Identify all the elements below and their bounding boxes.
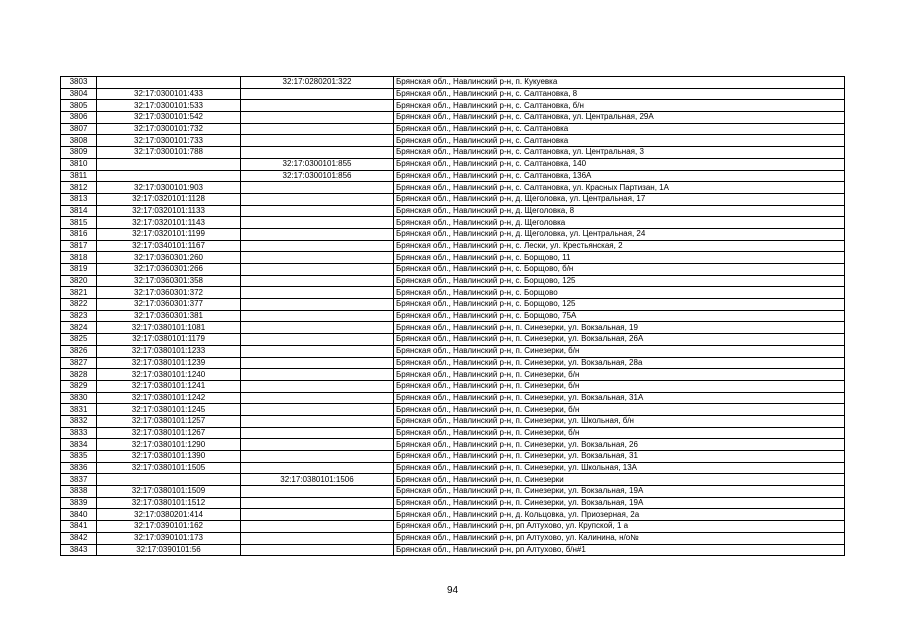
row-number-cell: 3807 [61,123,97,135]
cadastral-number-alt-cell: 32:17:0280201:322 [241,77,394,89]
address-cell: Брянская обл., Навлинский р-н, с. Салтановка [394,123,845,135]
address-cell: Брянская обл., Навлинский р-н, п. Синезерки, б/н [394,345,845,357]
table-row [61,252,845,264]
cadastral-number-alt-cell [241,439,394,451]
row-number-cell: 3841 [61,521,97,533]
table-row [61,497,845,509]
row-number-cell: 3836 [61,462,97,474]
table-row [61,427,845,439]
address-cell: Брянская обл., Навлинский р-н, д. Щеголовка, ул. Центральная, 24 [394,228,845,240]
cadastral-number-cell: 32:17:0320101:1128 [97,193,241,205]
row-number-cell: 3805 [61,100,97,112]
row-number-cell: 3813 [61,193,97,205]
table-row [61,462,845,474]
address-cell: Брянская обл., Навлинский р-н, д. Щеголовка [394,217,845,229]
row-number-cell: 3816 [61,228,97,240]
table-row [61,240,845,252]
address-cell: Брянская обл., Навлинский р-н, д. Щеголовка, 8 [394,205,845,217]
table-row [61,170,845,182]
cadastral-number-cell: 32:17:0380101:1512 [97,497,241,509]
cadastral-number-cell: 32:17:0380101:1242 [97,392,241,404]
cadastral-number-alt-cell [241,404,394,416]
cadastral-number-cell: 32:17:0360301:358 [97,275,241,287]
cadastral-number-cell: 32:17:0360301:266 [97,264,241,276]
row-number-cell: 3804 [61,88,97,100]
address-cell: Брянская обл., Навлинский р-н, с. Борщово, 125 [394,299,845,311]
cadastral-number-cell: 32:17:0390101:56 [97,544,241,556]
row-number-cell: 3819 [61,264,97,276]
row-number-cell: 3825 [61,334,97,346]
cadastral-number-alt-cell [241,497,394,509]
table-row [61,415,845,427]
cadastral-number-cell: 32:17:0360301:377 [97,299,241,311]
address-cell: Брянская обл., Навлинский р-н, рп Алтухово, ул. Крупской, 1 а [394,521,845,533]
cadastral-number-cell: 32:17:0300101:788 [97,147,241,159]
cadastral-number-alt-cell [241,217,394,229]
row-number-cell: 3843 [61,544,97,556]
address-cell: Брянская обл., Навлинский р-н, д. Щеголовка, ул. Центральная, 17 [394,193,845,205]
cadastral-number-cell: 32:17:0380101:1245 [97,404,241,416]
cadastral-number-alt-cell [241,135,394,147]
cadastral-number-cell: 32:17:0380101:1505 [97,462,241,474]
table-row [61,77,845,89]
address-cell: Брянская обл., Навлинский р-н, с. Салтановка, 8 [394,88,845,100]
row-number-cell: 3817 [61,240,97,252]
cadastral-number-cell: 32:17:0380101:1290 [97,439,241,451]
cadastral-number-alt-cell [241,544,394,556]
cadastral-number-cell: 32:17:0380101:1233 [97,345,241,357]
row-number-cell: 3837 [61,474,97,486]
table-row [61,345,845,357]
row-number-cell: 3829 [61,380,97,392]
cadastral-number-alt-cell [241,462,394,474]
cadastral-number-cell: 32:17:0390101:173 [97,532,241,544]
cadastral-number-cell: 32:17:0340101:1167 [97,240,241,252]
cadastral-number-alt-cell [241,521,394,533]
address-cell: Брянская обл., Навлинский р-н, п. Синезерки, ул. Вокзальная, 26 [394,439,845,451]
page-number: 94 [446,585,459,596]
property-register-table [60,76,845,556]
cadastral-number-alt-cell [241,287,394,299]
cadastral-number-alt-cell: 32:17:0300101:856 [241,170,394,182]
address-cell: Брянская обл., Навлинский р-н, с. Салтановка, ул. Центральная, 3 [394,147,845,159]
cadastral-number-cell: 32:17:0360301:260 [97,252,241,264]
cadastral-number-cell: 32:17:0300101:433 [97,88,241,100]
table-row [61,193,845,205]
cadastral-number-alt-cell [241,427,394,439]
row-number-cell: 3827 [61,357,97,369]
row-number-cell: 3826 [61,345,97,357]
cadastral-number-cell: 32:17:0380101:1509 [97,486,241,498]
cadastral-number-alt-cell [241,123,394,135]
cadastral-number-alt-cell: 32:17:0300101:855 [241,158,394,170]
address-cell: Брянская обл., Навлинский р-н, п. Кукуевка [394,77,845,89]
table-row [61,392,845,404]
table-body [61,77,845,556]
cadastral-number-cell: 32:17:0360301:381 [97,310,241,322]
table-row [61,509,845,521]
table-row [61,112,845,124]
row-number-cell: 3821 [61,287,97,299]
cadastral-number-alt-cell [241,334,394,346]
address-cell: Брянская обл., Навлинский р-н, рп Алтухово, б/н#1 [394,544,845,556]
table-row [61,404,845,416]
table-row [61,217,845,229]
table-row [61,369,845,381]
address-cell: Брянская обл., Навлинский р-н, с. Салтановка, 136А [394,170,845,182]
cadastral-number-alt-cell [241,240,394,252]
cadastral-number-alt-cell [241,299,394,311]
cadastral-number-cell: 32:17:0380101:1240 [97,369,241,381]
table-row [61,486,845,498]
cadastral-number-alt-cell [241,182,394,194]
cadastral-number-cell: 32:17:0380201:414 [97,509,241,521]
cadastral-number-alt-cell [241,509,394,521]
cadastral-number-alt-cell [241,193,394,205]
cadastral-number-alt-cell [241,357,394,369]
address-cell: Брянская обл., Навлинский р-н, п. Синезерки, б/н [394,404,845,416]
row-number-cell: 3803 [61,77,97,89]
table-row [61,287,845,299]
row-number-cell: 3811 [61,170,97,182]
table-row [61,182,845,194]
cadastral-number-cell: 32:17:0360301:372 [97,287,241,299]
cadastral-number-alt-cell [241,264,394,276]
row-number-cell: 3832 [61,415,97,427]
address-cell: Брянская обл., Навлинский р-н, п. Синезерки, ул. Вокзальная, 31 [394,451,845,463]
table-row [61,310,845,322]
address-cell: Брянская обл., Навлинский р-н, с. Салтановка, ул. Центральная, 29А [394,112,845,124]
table-row [61,451,845,463]
row-number-cell: 3833 [61,427,97,439]
address-cell: Брянская обл., Навлинский р-н, с. Салтановка [394,135,845,147]
table-row [61,439,845,451]
table-row [61,474,845,486]
cadastral-number-cell: 32:17:0380101:1267 [97,427,241,439]
address-cell: Брянская обл., Навлинский р-н, п. Синезерки, ул. Вокзальная, 19А [394,497,845,509]
cadastral-number-alt-cell [241,252,394,264]
cadastral-number-cell: 32:17:0320101:1143 [97,217,241,229]
row-number-cell: 3831 [61,404,97,416]
table-row [61,228,845,240]
table-row [61,147,845,159]
address-cell: Брянская обл., Навлинский р-н, с. Салтановка, 140 [394,158,845,170]
row-number-cell: 3808 [61,135,97,147]
address-cell: Брянская обл., Навлинский р-н, с. Салтановка, ул. Красных Партизан, 1А [394,182,845,194]
cadastral-number-cell: 32:17:0320101:1133 [97,205,241,217]
table-row [61,158,845,170]
row-number-cell: 3818 [61,252,97,264]
cadastral-number-cell: 32:17:0300101:533 [97,100,241,112]
table-row [61,322,845,334]
row-number-cell: 3828 [61,369,97,381]
cadastral-number-alt-cell [241,392,394,404]
cadastral-number-cell: 32:17:0300101:903 [97,182,241,194]
row-number-cell: 3815 [61,217,97,229]
cadastral-number-cell: 32:17:0390101:162 [97,521,241,533]
row-number-cell: 3830 [61,392,97,404]
row-number-cell: 3822 [61,299,97,311]
table-row [61,380,845,392]
address-cell: Брянская обл., Навлинский р-н, рп Алтухово, ул. Калинина, н/о№ [394,532,845,544]
cadastral-number-cell: 32:17:0380101:1241 [97,380,241,392]
row-number-cell: 3824 [61,322,97,334]
row-number-cell: 3810 [61,158,97,170]
table-row [61,264,845,276]
cadastral-number-alt-cell [241,112,394,124]
table-row [61,88,845,100]
cadastral-number-alt-cell [241,451,394,463]
cadastral-number-alt-cell [241,100,394,112]
table-row [61,123,845,135]
table-row [61,100,845,112]
address-cell: Брянская обл., Навлинский р-н, п. Синезерки, б/н [394,369,845,381]
row-number-cell: 3838 [61,486,97,498]
cadastral-number-alt-cell [241,147,394,159]
table-row [61,521,845,533]
address-cell: Брянская обл., Навлинский р-н, п. Синезерки, ул. Вокзальная, 19А [394,486,845,498]
address-cell: Брянская обл., Навлинский р-н, с. Борщово, 125 [394,275,845,287]
cadastral-number-alt-cell [241,228,394,240]
cadastral-number-cell: 32:17:0380101:1081 [97,322,241,334]
cadastral-number-cell: 32:17:0380101:1179 [97,334,241,346]
table-row [61,334,845,346]
row-number-cell: 3809 [61,147,97,159]
cadastral-number-cell [97,170,241,182]
cadastral-number-cell: 32:17:0380101:1239 [97,357,241,369]
table-row [61,532,845,544]
address-cell: Брянская обл., Навлинский р-н, с. Борщово, 75А [394,310,845,322]
cadastral-number-alt-cell [241,275,394,287]
cadastral-number-cell [97,158,241,170]
cadastral-number-alt-cell [241,486,394,498]
address-cell: Брянская обл., Навлинский р-н, п. Синезерки, ул. Вокзальная, 19 [394,322,845,334]
table-row [61,357,845,369]
cadastral-number-alt-cell [241,345,394,357]
address-cell: Брянская обл., Навлинский р-н, п. Синезерки, ул. Вокзальная, 28а [394,357,845,369]
row-number-cell: 3839 [61,497,97,509]
cadastral-number-cell: 32:17:0300101:732 [97,123,241,135]
address-cell: Брянская обл., Навлинский р-н, с. Лески, ул. Крестьянская, 2 [394,240,845,252]
cadastral-number-alt-cell [241,322,394,334]
row-number-cell: 3834 [61,439,97,451]
cadastral-number-alt-cell [241,380,394,392]
address-cell: Брянская обл., Навлинский р-н, п. Синезерки [394,474,845,486]
address-cell: Брянская обл., Навлинский р-н, п. Синезерки, ул. Вокзальная, 31А [394,392,845,404]
cadastral-number-alt-cell [241,369,394,381]
cadastral-number-cell [97,474,241,486]
address-cell: Брянская обл., Навлинский р-н, п. Синезерки, б/н [394,380,845,392]
cadastral-number-cell: 32:17:0380101:1390 [97,451,241,463]
table-row [61,205,845,217]
table-row [61,275,845,287]
address-cell: Брянская обл., Навлинский р-н, с. Борщово [394,287,845,299]
row-number-cell: 3820 [61,275,97,287]
address-cell: Брянская обл., Навлинский р-н, д. Кольцовка, ул. Приозерная, 2а [394,509,845,521]
cadastral-number-cell: 32:17:0380101:1257 [97,415,241,427]
table-row [61,135,845,147]
table-row [61,299,845,311]
cadastral-number-cell: 32:17:0320101:1199 [97,228,241,240]
cadastral-number-cell [97,77,241,89]
row-number-cell: 3835 [61,451,97,463]
row-number-cell: 3812 [61,182,97,194]
address-cell: Брянская обл., Навлинский р-н, с. Борщово, б/н [394,264,845,276]
cadastral-number-alt-cell [241,88,394,100]
address-cell: Брянская обл., Навлинский р-н, п. Синезерки, ул. Вокзальная, 26А [394,334,845,346]
row-number-cell: 3806 [61,112,97,124]
row-number-cell: 3823 [61,310,97,322]
row-number-cell: 3842 [61,532,97,544]
address-cell: Брянская обл., Навлинский р-н, с. Салтановка, б/н [394,100,845,112]
address-cell: Брянская обл., Навлинский р-н, п. Синезерки, б/н [394,427,845,439]
address-cell: Брянская обл., Навлинский р-н, п. Синезерки, ул. Школьная, 13А [394,462,845,474]
cadastral-number-alt-cell [241,310,394,322]
cadastral-number-alt-cell [241,415,394,427]
address-cell: Брянская обл., Навлинский р-н, с. Борщово, 11 [394,252,845,264]
cadastral-number-alt-cell [241,205,394,217]
cadastral-number-alt-cell [241,532,394,544]
row-number-cell: 3814 [61,205,97,217]
address-cell: Брянская обл., Навлинский р-н, п. Синезерки, ул. Школьная, б/н [394,415,845,427]
cadastral-number-cell: 32:17:0300101:733 [97,135,241,147]
table-row [61,544,845,556]
cadastral-number-alt-cell: 32:17:0380101:1506 [241,474,394,486]
row-number-cell: 3840 [61,509,97,521]
cadastral-number-cell: 32:17:0300101:542 [97,112,241,124]
